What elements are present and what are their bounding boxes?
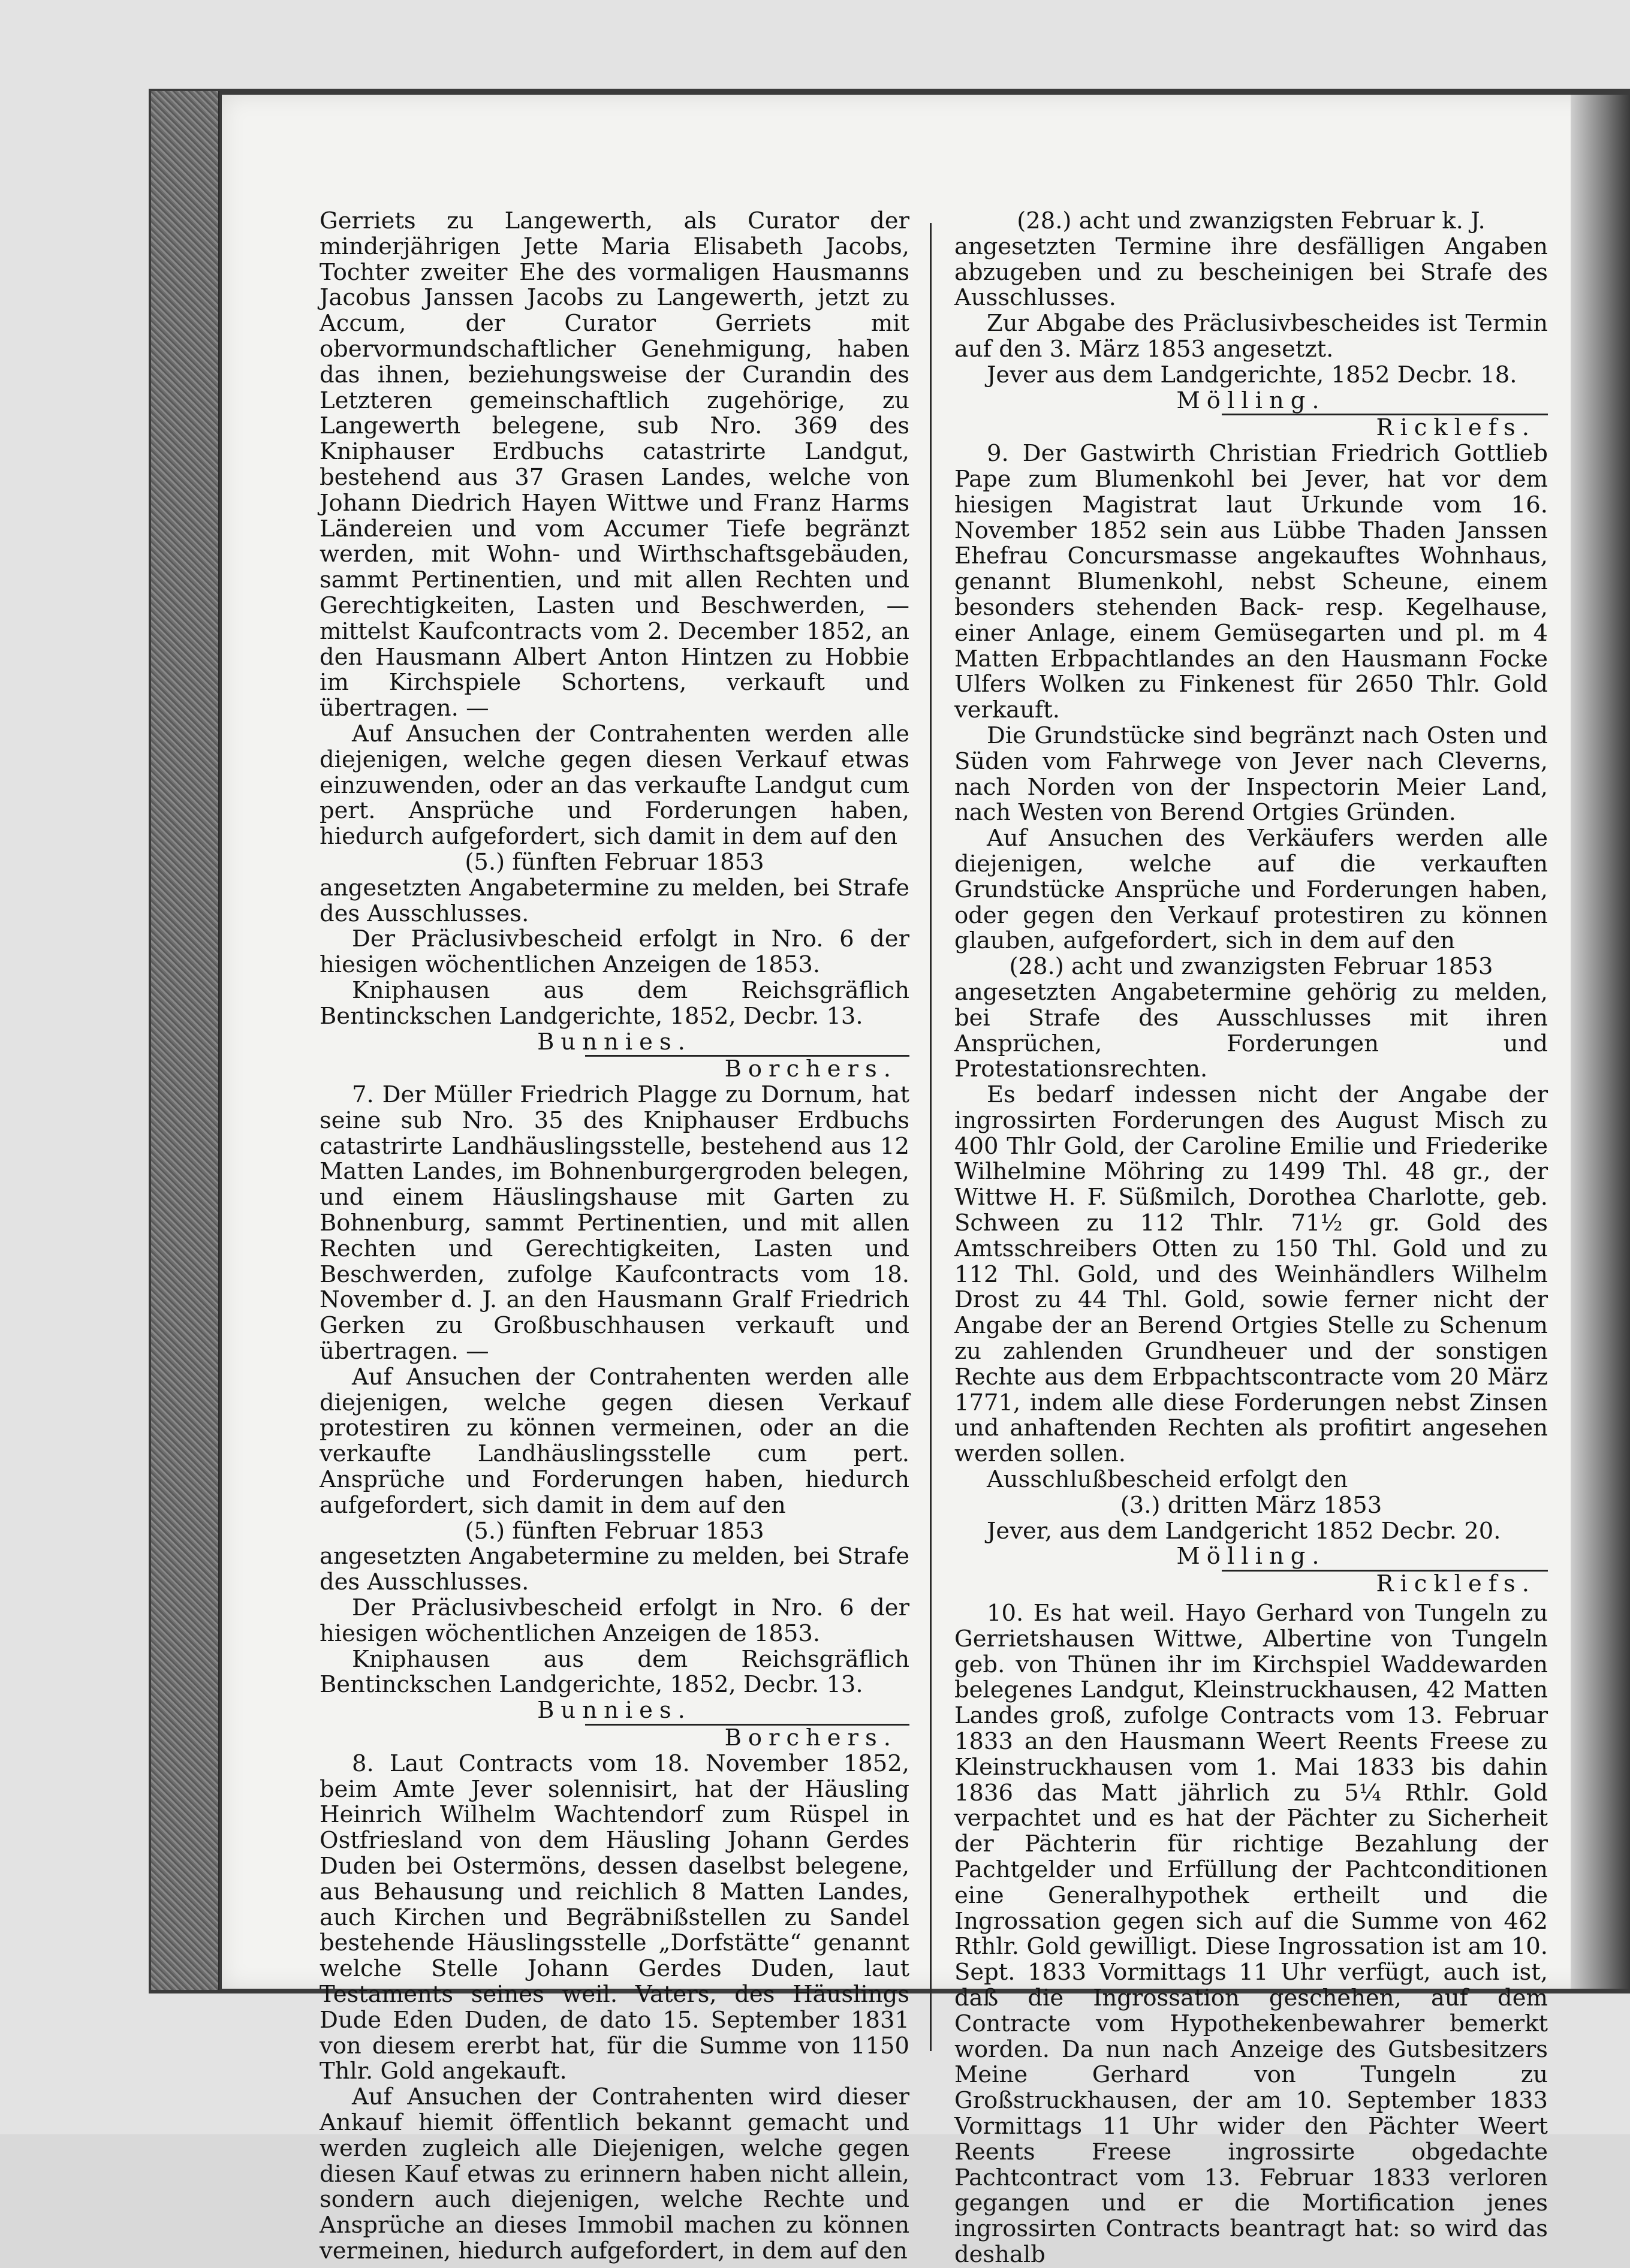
paragraph: Kniphausen aus dem Reichsgräflich Bentinckschen Landgerichte, 1852, Decbr. 13. (320, 1645, 909, 1699)
page-gutter-shadow (1571, 95, 1630, 1989)
column-divider-rule (930, 223, 932, 2051)
term-date-line: (28.) acht und zwanzigsten Februar 1853 (1009, 953, 1493, 981)
clerk-signature: Borchers. (724, 1724, 897, 1752)
term-date-line: (5.) fünften Februar 1853 (465, 848, 764, 876)
paragraph: Der Präclusivbescheid erfolgt in Nro. 6 der hiesigen wöchentlichen Anzeigen de 1853. (320, 1594, 909, 1647)
judge-signature: Mölling. (1176, 387, 1326, 414)
term-date-line: (5.) fünften Februar 1853 (465, 1517, 764, 1545)
clerk-signature: Ricklefs. (1376, 414, 1536, 442)
paragraph: Auf Ansuchen der Contrahenten werden alle diejenigen, welche gegen diesen Verkauf etwas einzuwenden, oder an das verkaufte Landgut cum pert. Ansprüche und Forderungen haben, hiedurch aufgefordert, sich damit in dem auf den (320, 720, 909, 850)
paragraph: 9. Der Gastwirth Christian Friedrich Gottlieb Pape zum Blumenkohl bei Jever, hat vor dem hiesigen Magistrat laut Urkunde vom 16. November 1852 sein aus Lübbe Thaden Janssen Ehefrau Concursmasse angekauftes Wohnhaus, genannt Blumenkohl, nebst Scheune, einem besonders stehenden Back- resp. Kegelhause, einer Anlage, einem Gemüsegarten und pl. m 4 Matten Erbpachtlandes an den Hausmann Focke Ulfers Wolken zu Finkenest für 2650 Thlr. Gold verkauft. (954, 440, 1548, 724)
paragraph: Auf Ansuchen der Contrahenten wird dieser Ankauf hiemit öffentlich bekannt gemacht und werden zugleich alle Diejenigen, welche gegen diesen Kauf etwas zu erinnern haben nicht allein, sondern auch diejenigen, welche Rechte und Ansprüche an dieses Immobil machen zu können vermeinen, hiedurch aufgefordert, in dem auf den (320, 2083, 909, 2264)
paragraph: angesetzten Angabetermine gehörig zu melden, bei Strafe des Ausschlusses mit ihren Ansprüchen, Forderungen und Protestationsrechten. (954, 978, 1548, 1083)
paragraph: Zur Abgabe des Präclusivbescheides ist Termin auf den 3. März 1853 angesetzt. (954, 310, 1548, 363)
paragraph: angesetzten Angabetermine zu melden, bei Strafe des Ausschlusses. (320, 1543, 909, 1596)
paragraph: angesetzten Angabetermine zu melden, bei Strafe des Ausschlusses. (320, 874, 909, 927)
paragraph: Kniphausen aus dem Reichsgräflich Bentinckschen Landgerichte, 1852, Decbr. 13. (320, 976, 909, 1030)
paragraph: Jever aus dem Landgerichte, 1852 Decbr. 18. (987, 361, 1517, 388)
paragraph: 8. Laut Contracts vom 18. November 1852, beim Amte Jever solennisirt, hat der Häusling Heinrich Wilhelm Wachtendorf zum Rüspel in Ostfriesland von dem Häusling Johann Gerdes Duden bei Ostermöns, dessen daselbst belegene, aus Behausung und reichlich 8 Matten Landes, auch Kirchen und Begräbnißstellen zu Sandel bestehende Häuslingsstelle „Dorfstätte“ genannt welche Stelle Johann Gerdes Duden, laut Testaments seines weil. Vaters, des Häuslings Dude Eden Duden, de dato 15. September 1831 von diesem ererbt hat, für die Summe von 1150 Thlr. Gold angekauft. (320, 1750, 909, 2085)
right-text-column (954, 209, 1548, 2268)
judge-signature: Mölling. (1176, 1543, 1326, 1570)
paragraph: Ausschlußbescheid erfolgt den (987, 1466, 1348, 1494)
term-date-line: (3.) dritten März 1853 (1120, 1491, 1382, 1519)
book-spine-cloth (151, 91, 219, 1990)
paragraph: Es bedarf indessen nicht der Angabe der ingrossirten Forderungen des August Misch zu 400 Thlr Gold, der Caroline Emilie und Friederike Wilhelmine Möhring zu 1499 Thl. 48 gr., der Wittwe H. F. Süßmilch, Dorothea Charlotte, geb. Schween zu 112 Thlr. 71½ gr. Gold des Amtsschreibers Otten zu 150 Thl. Gold und zu 112 Thl. Gold, und des Weinhändlers Wilhelm Drost zu 44 Thl. Gold, sowie ferner nicht der Angabe der an Berend Ortgies Stelle zu Schenum zu zahlenden Grundheuer und der sonstigen Rechte aus dem Erbpachtscontracte vom 20 März 1771, indem alle diese Forderungen nebst Zinsen und anhaftenden Rechten als profitirt angesehen werden sollen. (954, 1081, 1548, 1468)
paragraph: Auf Ansuchen des Verkäufers werden alle diejenigen, welche auf die verkauften Grundstücke Ansprüche und Forderungen haben, oder gegen den Verkauf protestiren zu können glauben, aufgefordert, sich in dem auf den (954, 825, 1548, 955)
clerk-signature: Borchers. (724, 1055, 897, 1083)
paragraph: Auf Ansuchen der Contrahenten werden alle diejenigen, welche gegen diesen Verkauf protestiren zu können vermeinen, oder an die verkaufte Landhäuslingsstelle cum pert. Ansprüche und Forderungen haben, hiedurch aufgefordert, sich damit in dem auf den (320, 1363, 909, 1519)
paragraph: 10. Es hat weil. Hayo Gerhard von Tungeln zu Gerrietshausen Wittwe, Albertine von Tungeln geb. von Thünen ihr im Kirchspiel Waddewarden belegenes Landgut, Kleinstruckhausen, 42 Matten Landes groß, zufolge Contracts vom 13. Februar 1833 an den Hausmann Weert Reents Freese zu Kleinstruckhausen vom 1. Mai 1833 bis dahin 1836 das Matt jährlich zu 5¼ Rthlr. Gold verpachtet und es hat der Pächter zu Sicherheit der Pächterin für richtige Bezahlung der Pachtgelder und Erfüllung der Pachtconditionen eine Generalhypothek ertheilt und die Ingrossation gegen sich auf die Summe von 462 Rthlr. Gold gewilligt. Diese Ingrossation ist am 10. Sept. 1833 Vormittags 11 Uhr verfügt, auch ist, daß die Ingrossation geschehen, auf dem Contracte vom Hypothekenbewahrer bemerkt worden. Da nun nach Anzeige des Gutsbesitzers Meine Gerhard von Tungeln zu Großstruckhausen, der am 10. September 1833 Vormittags 11 Uhr wider den Pächter Weert Reents Freese ingrossirte obgedachte Pachtcontract vom 13. Februar 1833 verloren gegangen und er die Mortification jenes ingrossirten Contracts beantragt hat: so wird das deshalb (954, 1600, 1548, 2268)
judge-signature: Bunnies. (537, 1697, 692, 1724)
left-text-column (320, 209, 909, 2264)
paragraph: angesetzten Termine ihre desfälligen Angaben abzugeben und zu bescheinigen bei Strafe des Ausschlusses. (954, 233, 1548, 312)
paragraph: Die Grundstücke sind begränzt nach Osten und Süden vom Fahrwege von Jever nach Cleverns, nach Norden von der Inspectorin Meier Land, nach Westen von Berend Ortgies Gründen. (954, 722, 1548, 827)
paragraph: 7. Der Müller Friedrich Plagge zu Dornum, hat seine sub Nro. 35 des Kniphauser Erdbuchs catastrirte Landhäuslingsstelle, bestehend aus 12 Matten Landes, im Bohnenburgergroden belegen, und einem Häuslingshause mit Garten zu Bohnenburg, sammt Pertinentien, und mit allen Rechten und Gerechtigkeiten, Lasten und Beschwerden, zufolge Kaufcontracts vom 18. November d. J. an den Hausmann Gralf Friedrich Gerken zu Großbuschhausen verkauft und übertragen. — (320, 1081, 909, 1365)
clerk-signature: Ricklefs. (1376, 1570, 1536, 1598)
paragraph: Gerriets zu Langewerth, als Curator der minderjährigen Jette Maria Elisabeth Jacobs, Tochter zweiter Ehe des vormaligen Hausmanns Jacobus Janssen Jacobs zu Langewerth, jetzt zu Accum, der Curator Gerriets mit obervormundschaftlicher Genehmigung, haben das ihnen, beziehungsweise der Curandin des Letzteren gemeinschaftlich zugehörige, zu Langewerth belegene, sub Nro. 369 des Kniphauser Erdbuchs catastrirte Landgut, bestehend aus 37 Grasen Landes, welche von Johann Diedrich Hayen Wittwe und Franz Harms Ländereien und vom Accumer Tiefe begränzt werden, mit Wohn- und Wirthschaftsgebäuden, sammt Pertinentien, und mit allen Rechten und Gerechtigkeiten, Lasten und Beschwerden, — mittelst Kaufcontracts vom 2. December 1852, an den Hausmann Albert Anton Hintzen zu Hobbie im Kirchspiele Schortens, verkauft und übertragen. — (320, 207, 909, 722)
judge-signature: Bunnies. (537, 1028, 692, 1055)
paragraph: Der Präclusivbescheid erfolgt in Nro. 6 der hiesigen wöchentlichen Anzeigen de 1853. (320, 925, 909, 979)
paragraph: Jever, aus dem Landgericht 1852 Decbr. 20. (987, 1517, 1501, 1545)
term-date-line: (28.) acht und zwanzigsten Februar k. J. (1017, 207, 1486, 234)
